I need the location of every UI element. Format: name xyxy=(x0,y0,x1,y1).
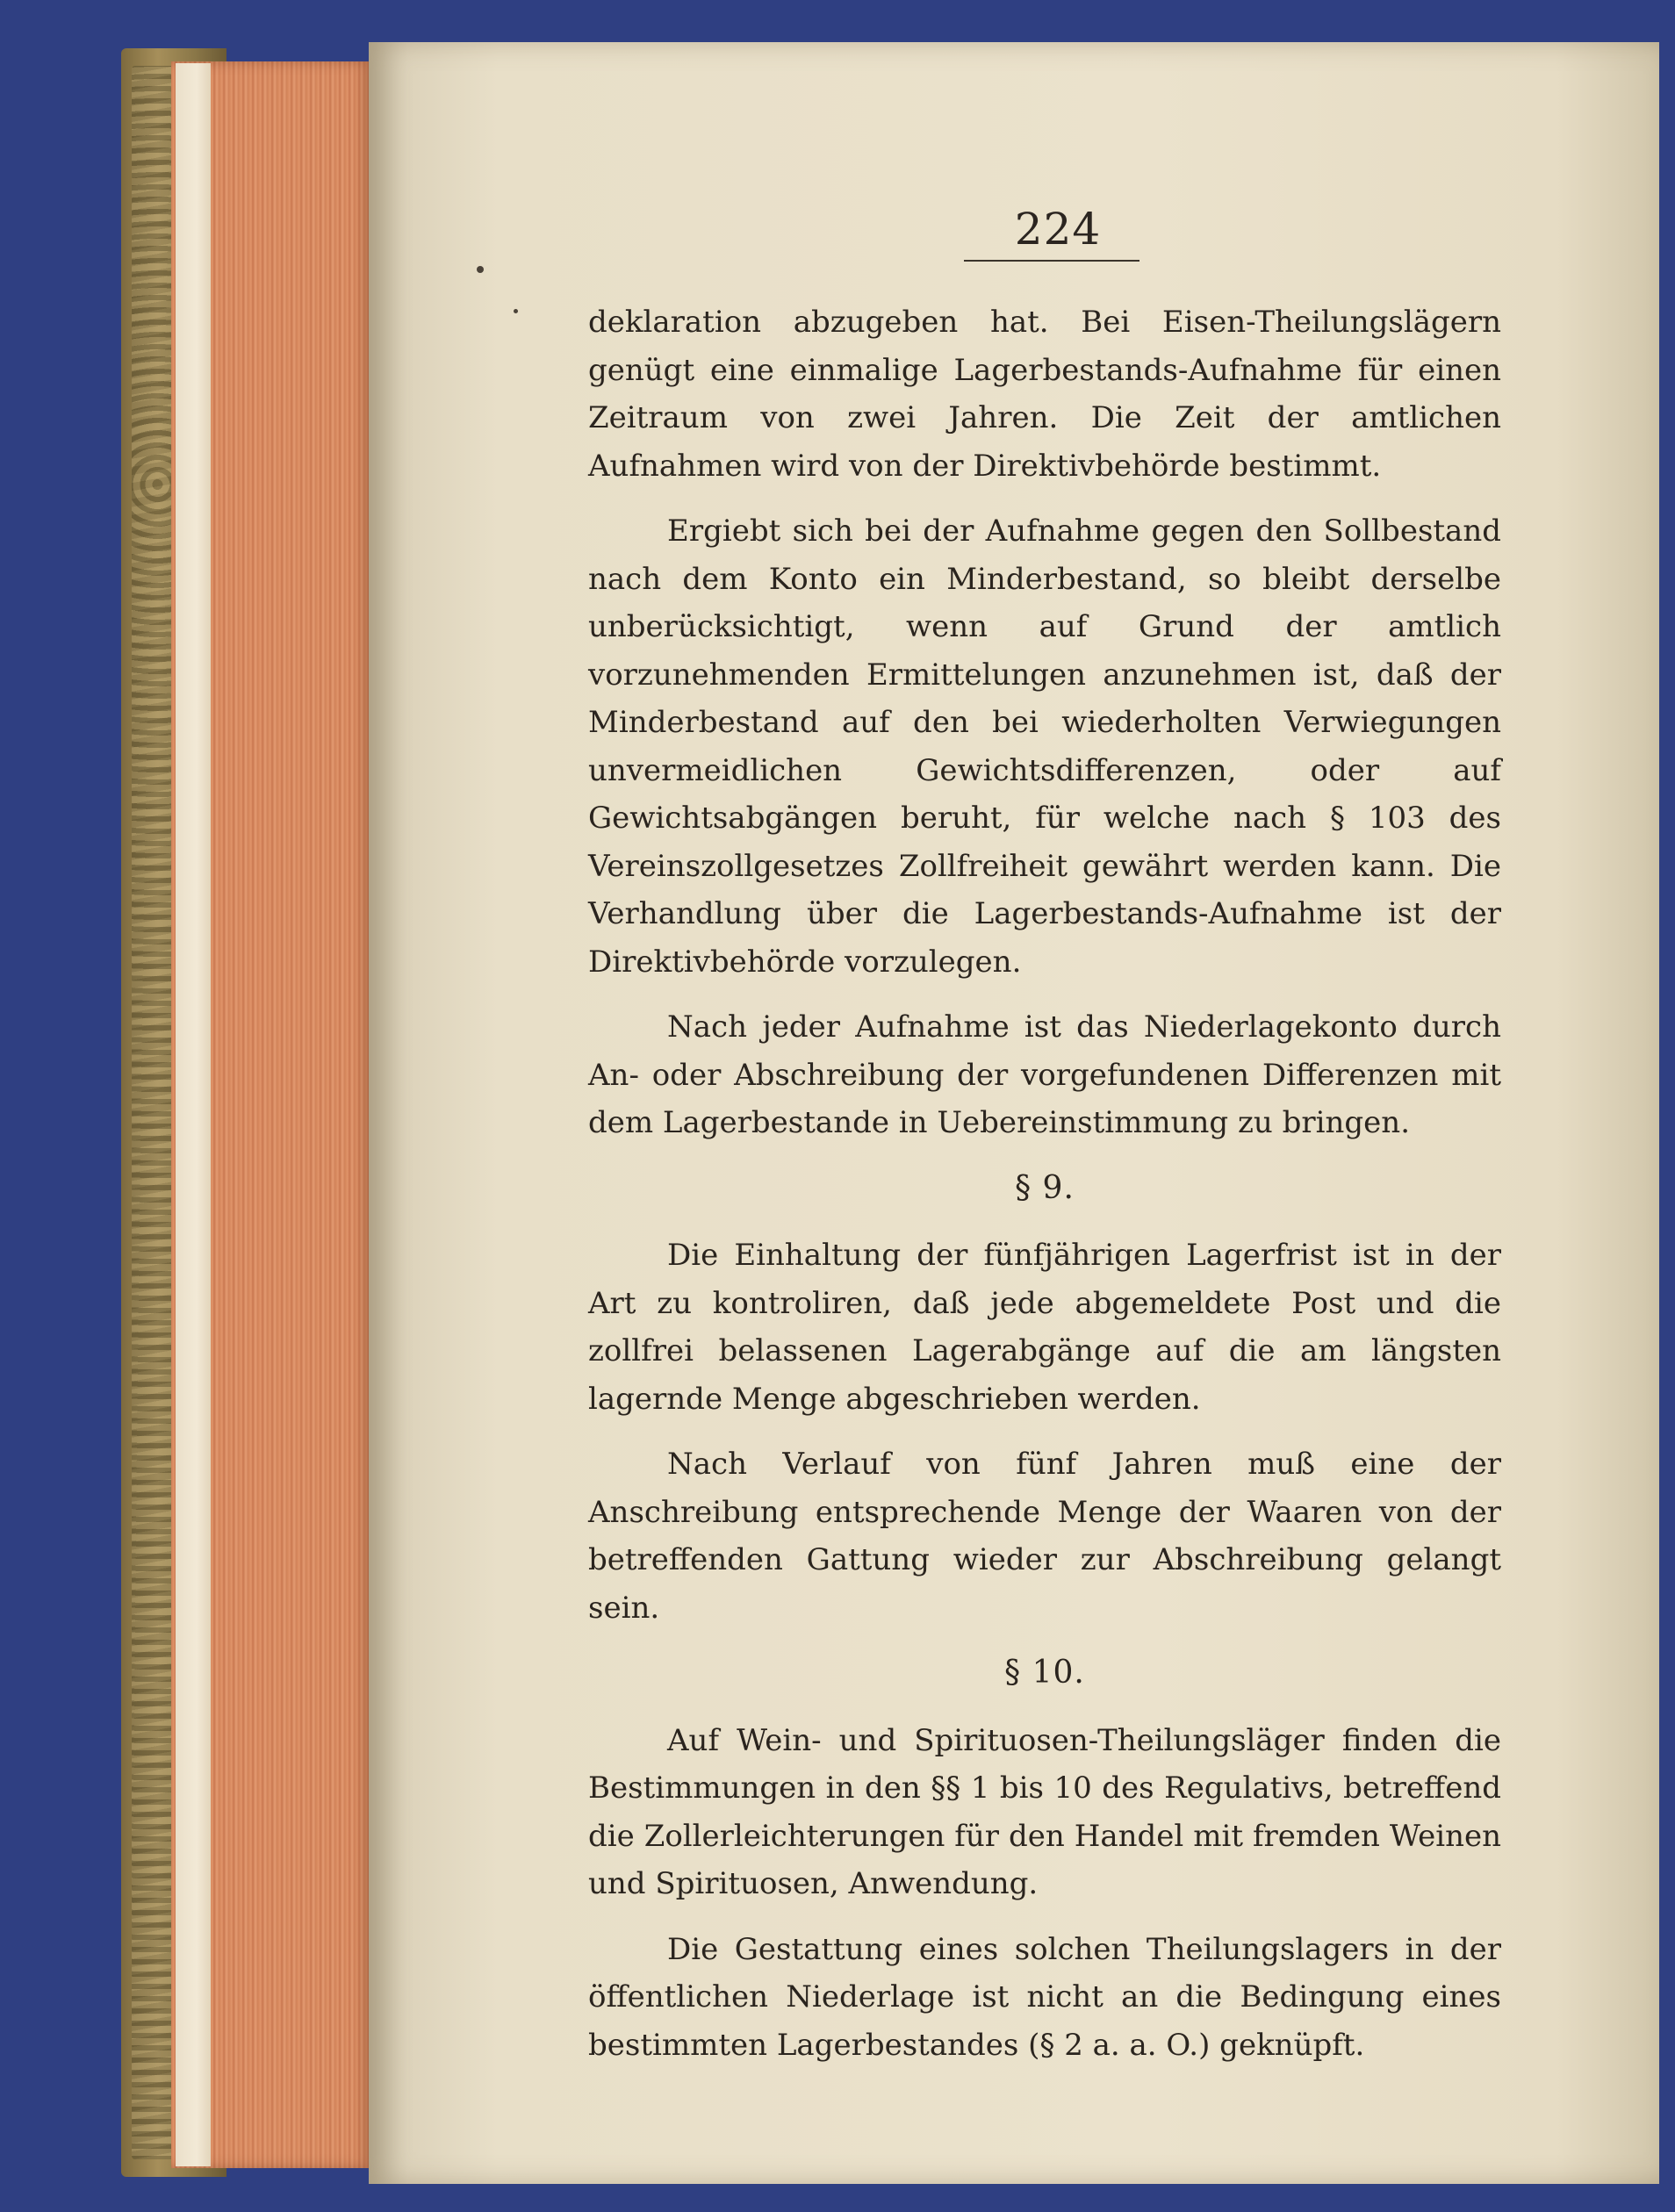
section-heading: § 10. xyxy=(1004,1655,1085,1691)
paragraph: Nach Verlauf von fünf Jahren muß eine der Anschreibung entsprechende Menge der Waaren von der betreffenden Gattung wieder zur Abschreibung gelangt sein. xyxy=(588,1447,1501,1626)
paragraph: Ergiebt sich bei der Aufnahme gegen den Sollbestand nach dem Konto ein Minderbestand, so bleibt derselbe unberücksichtigt, wenn auf Grund der amtlich vorzunehmenden Ermittelungen anzunehmen ist, daß der Minderbestand auf den bei wiederholten Verwiegungen unvermeidlichen Gewichtsdifferenzen, oder auf Gewichtsabgängen beruht, für welche nach § 103 des Vereinszollgesetzes Zollfreiheit gewährt werden kann. Die Verhandlung über die Lagerbestands-Aufnahme ist der Direktivbehörde vorzulegen. xyxy=(588,514,1501,980)
speck xyxy=(514,309,518,313)
page-number: 224 xyxy=(1014,204,1102,255)
body-text xyxy=(588,298,1501,2086)
paragraph: Die Einhaltung der fünfjährigen Lagerfrist ist in der Art zu kontroliren, daß jede abgemeldete Post und die zollfrei belassenen Lagerabgänge auf die am längsten lagernde Menge abgeschrieben werden. xyxy=(588,1238,1501,1417)
section-heading: § 9. xyxy=(1015,1169,1075,1206)
paragraph: deklaration abzugeben hat. Bei Eisen-Theilungslägern genügt eine einmalige Lagerbestands-Aufnahme für einen Zeitraum von zwei Jahren. Die Zeit der amtlichen Aufnahmen wird von der Direktivbehörde bestimmt. xyxy=(588,305,1501,484)
page-edges-light xyxy=(176,63,211,2166)
paragraph: Nach jeder Aufnahme ist das Niederlagekonto durch An- oder Abschreibung der vorgefundenen Differenzen mit dem Lagerbestande in Uebereinstimmung zu bringen. xyxy=(588,1009,1501,1140)
speck xyxy=(477,266,484,273)
paragraph: Auf Wein- und Spirituosen-Theilungsläger finden die Bestimmungen in den §§ 1 bis 10 des Regulativs, betreffend die Zollerleichterungen für den Handel mit fremden Weinen und Spirituosen, Anwendung. xyxy=(588,1722,1501,1901)
page-number-rule xyxy=(964,260,1139,262)
paragraph: Die Gestattung eines solchen Theilungslagers in der öffentlichen Niederlage ist nicht an die Bedingung eines bestimmten Lagerbestandes (§ 2 a. a. O.) geknüpft. xyxy=(588,1931,1501,2063)
